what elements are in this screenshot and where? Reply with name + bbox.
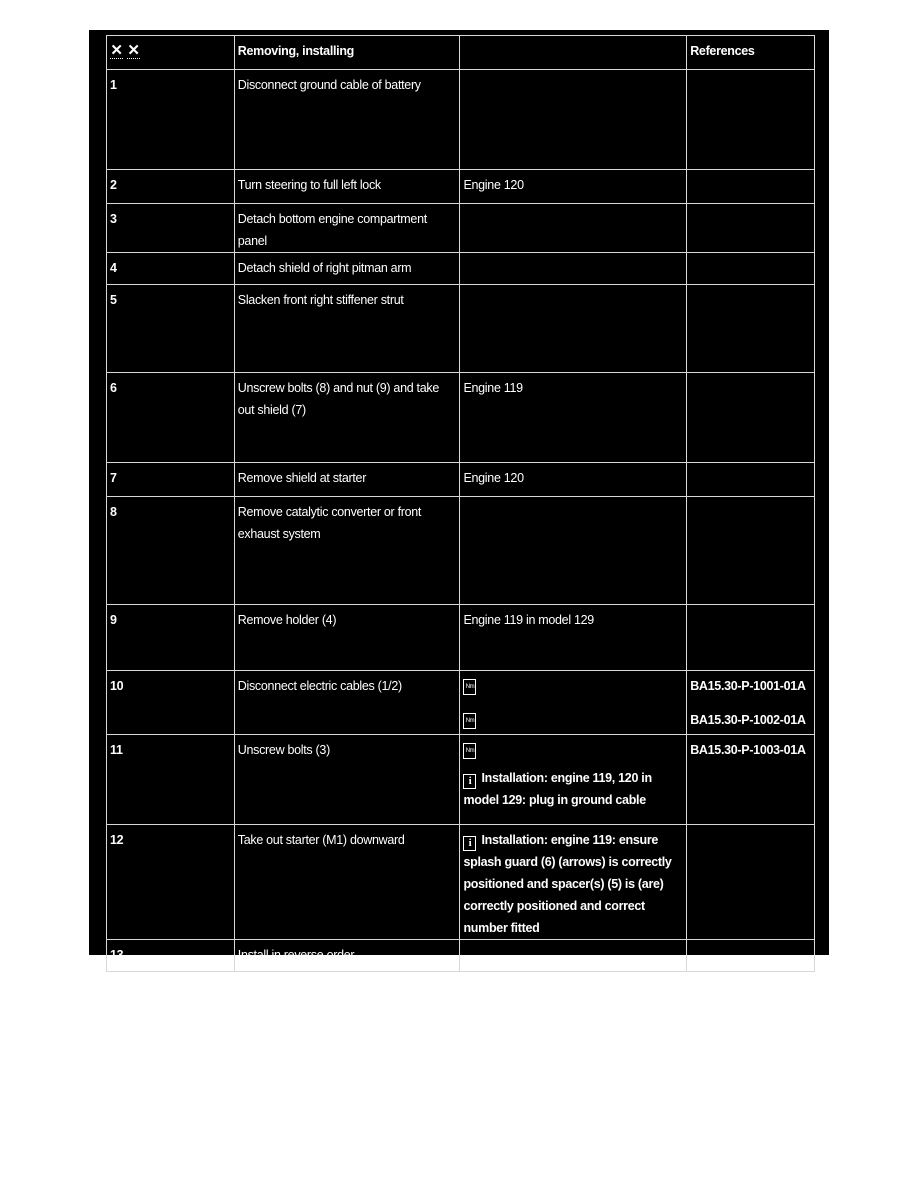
step-number: 2 xyxy=(107,170,235,204)
step-action: Detach bottom engine compartment panel xyxy=(234,204,460,253)
step-number: 7 xyxy=(107,463,235,497)
step-reference xyxy=(687,605,815,671)
step-action: Install in reverse order xyxy=(234,940,460,972)
step-reference xyxy=(687,735,815,825)
step-reference xyxy=(687,671,815,735)
step-action: Unscrew bolts (8) and nut (9) and take out shield (7) xyxy=(234,373,460,463)
step-action: Unscrew bolts (3) xyxy=(234,735,460,825)
header-icon-cell xyxy=(107,36,235,70)
step-number: 4 xyxy=(107,253,235,285)
table-row xyxy=(107,497,815,605)
step-reference xyxy=(687,463,815,497)
step-number: 9 xyxy=(107,605,235,671)
step-note: Engine 119 xyxy=(460,373,687,463)
step-note: Engine 120 xyxy=(460,463,687,497)
step-action: Disconnect electric cables (1/2) xyxy=(234,671,460,735)
step-note: Engine 120 xyxy=(460,170,687,204)
reference-link[interactable]: BA15.30-P-1001-01A xyxy=(690,679,806,693)
step-number: 11 xyxy=(107,735,235,825)
nm-torque-icon: Nm xyxy=(463,679,476,695)
step-action: Remove holder (4) xyxy=(234,605,460,671)
reference-link[interactable]: BA15.30-P-1003-01A xyxy=(690,743,806,757)
header-references: References xyxy=(687,36,815,70)
step-reference xyxy=(687,940,815,972)
table-row xyxy=(107,735,815,825)
step-number: 1 xyxy=(107,70,235,170)
table-header-row xyxy=(107,36,815,70)
header-removing-installing: Removing, installing xyxy=(234,36,460,70)
table-row xyxy=(107,825,815,940)
cross-tools-icon: ✕ xyxy=(110,42,123,59)
step-note xyxy=(460,253,687,285)
nm-torque-icon: Nm xyxy=(463,713,476,729)
header-blank xyxy=(460,36,687,70)
step-note: Engine 119 in model 129 xyxy=(460,605,687,671)
step-action: Remove catalytic converter or front exhaust system xyxy=(234,497,460,605)
step-reference xyxy=(687,204,815,253)
document-sheet xyxy=(89,30,829,962)
table-row xyxy=(107,285,815,373)
step-reference xyxy=(687,373,815,463)
step-action: Remove shield at starter xyxy=(234,463,460,497)
step-number: 6 xyxy=(107,373,235,463)
step-number: 10 xyxy=(107,671,235,735)
table-row xyxy=(107,463,815,497)
table-row xyxy=(107,940,815,972)
table-row xyxy=(107,373,815,463)
info-icon: i xyxy=(463,774,476,789)
step-note xyxy=(460,70,687,170)
step-number: 5 xyxy=(107,285,235,373)
step-action: Slacken front right stiffener strut xyxy=(234,285,460,373)
step-note xyxy=(460,825,687,940)
step-action: Disconnect ground cable of battery xyxy=(234,70,460,170)
step-reference xyxy=(687,253,815,285)
step-reference xyxy=(687,170,815,204)
table-row xyxy=(107,70,815,170)
step-reference xyxy=(687,497,815,605)
step-note xyxy=(460,204,687,253)
step-reference xyxy=(687,285,815,373)
step-reference xyxy=(687,825,815,940)
table-row xyxy=(107,170,815,204)
step-number: 13 xyxy=(107,940,235,972)
table-row xyxy=(107,253,815,285)
procedure-table xyxy=(106,35,815,972)
info-icon: i xyxy=(463,836,476,851)
step-number: 12 xyxy=(107,825,235,940)
step-note xyxy=(460,940,687,972)
installation-hint: Installation: engine 119: ensure splash guard (6) (arrows) is correctly positioned and spacer(s) (5) is (are) correctly positioned and correct number fitted xyxy=(463,833,672,935)
step-note xyxy=(460,285,687,373)
table-row xyxy=(107,204,815,253)
table-row xyxy=(107,605,815,671)
nm-torque-icon: Nm xyxy=(463,743,476,759)
step-note xyxy=(460,497,687,605)
step-reference xyxy=(687,70,815,170)
step-action: Detach shield of right pitman arm xyxy=(234,253,460,285)
step-note xyxy=(460,671,687,735)
cross-tools-icon: ✕ xyxy=(127,42,140,59)
reference-link[interactable]: BA15.30-P-1002-01A xyxy=(690,713,806,727)
step-note xyxy=(460,735,687,825)
step-number: 3 xyxy=(107,204,235,253)
step-action: Take out starter (M1) downward xyxy=(234,825,460,940)
installation-hint: Installation: engine 119, 120 in model 129: plug in ground cable xyxy=(463,771,652,807)
table-row xyxy=(107,671,815,735)
step-action: Turn steering to full left lock xyxy=(234,170,460,204)
step-number: 8 xyxy=(107,497,235,605)
